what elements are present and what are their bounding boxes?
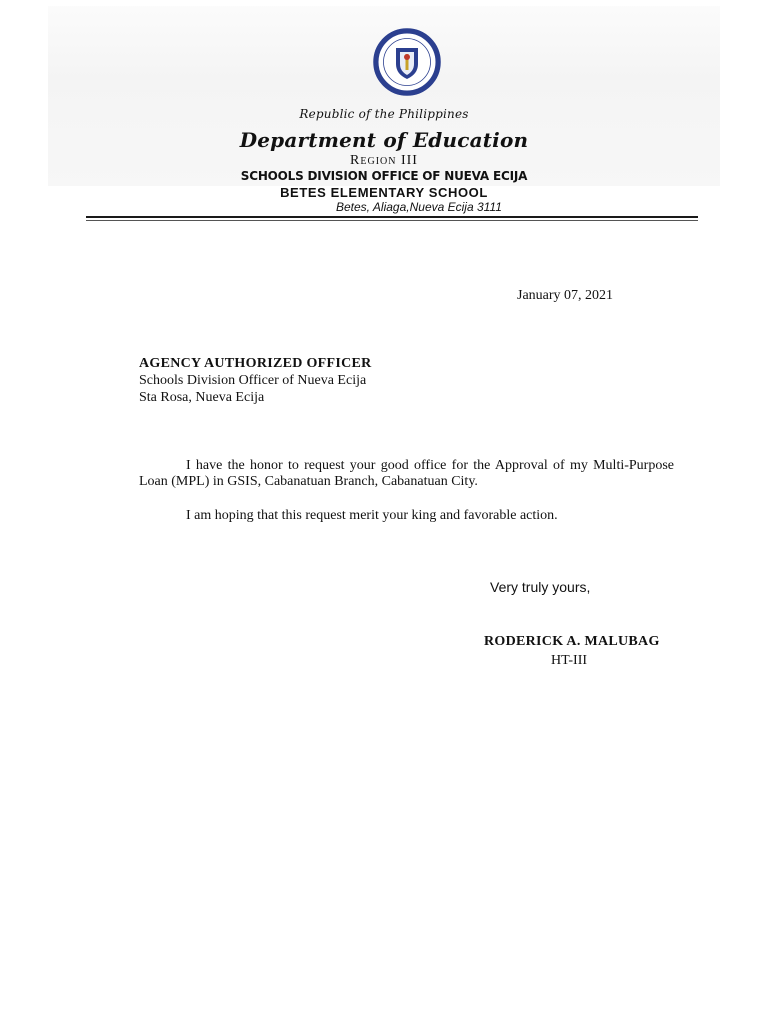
header-divider-thin xyxy=(86,220,698,221)
recipient-line-2: Sta Rosa, Nueva Ecija xyxy=(139,390,265,405)
recipient-line-1: Schools Division Officer of Nueva Ecija xyxy=(139,373,367,388)
body-paragraph: I have the honor to request your good office for the Approval of my Multi-Purpose Loan (MPL) in GSIS, Cabanatuan Branch, Cabanatuan City. xyxy=(139,458,674,489)
signatory-name: RODERICK A. MALUBAG xyxy=(484,634,660,649)
school-name: BETES ELEMENTARY SCHOOL xyxy=(280,185,488,200)
closing-salutation: Very truly yours, xyxy=(490,579,591,595)
signatory-position: HT-III xyxy=(551,653,588,668)
header-divider xyxy=(86,216,698,218)
division-office-line: SCHOOLS DIVISION OFFICE OF NUEVA ECIJA xyxy=(240,169,528,183)
recipient-block xyxy=(139,355,372,406)
body-paragraph: I am hoping that this request merit your king and favorable action. xyxy=(186,508,558,523)
department-title: Department of Education xyxy=(239,128,529,152)
region-line: Region III xyxy=(350,153,418,168)
letter-date: January 07, 2021 xyxy=(517,288,614,303)
republic-line: Republic of the Philippines xyxy=(299,107,469,121)
school-address: Betes, Aliaga,Nueva Ecija 3111 xyxy=(336,200,502,214)
deped-seal-icon xyxy=(373,28,441,96)
recipient-title: AGENCY AUTHORIZED OFFICER xyxy=(139,356,372,371)
